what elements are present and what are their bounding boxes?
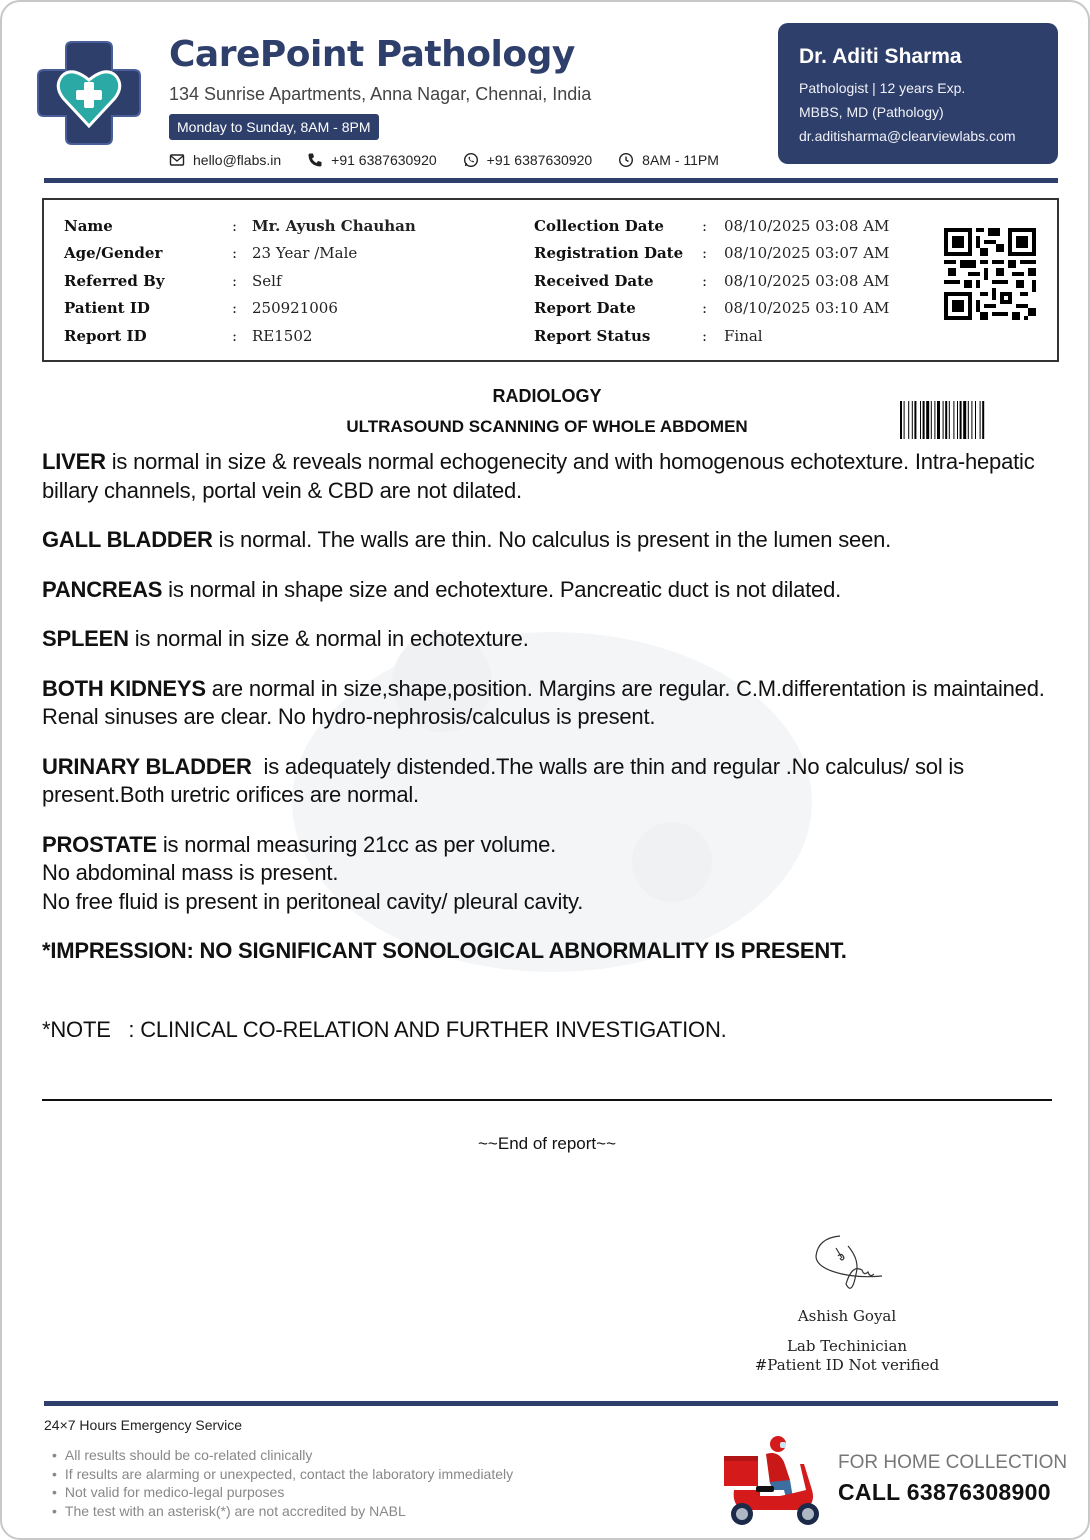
barcode-bar xyxy=(900,401,902,439)
organ-name: LIVER xyxy=(42,449,106,474)
row-report-date xyxy=(534,295,889,323)
patient-row-report-id xyxy=(64,322,416,350)
disclaimer-item: • Not valid for medico-legal purposes xyxy=(52,1483,513,1502)
patient-age-gender: 23 Year /Male xyxy=(252,244,358,263)
row-received-date xyxy=(534,267,889,295)
barcode-bar xyxy=(912,401,913,439)
patient-row-patient-id xyxy=(64,295,416,323)
field-label: Referred By xyxy=(64,271,165,290)
finding-spleen xyxy=(42,625,1062,654)
organ-name: SPLEEN xyxy=(42,626,129,651)
impression: *IMPRESSION: NO SIGNIFICANT SONOLOGICAL ABNORMALITY IS PRESENT. xyxy=(42,938,847,963)
field-label: Collection Date xyxy=(534,216,664,235)
contact-phone-text: +91 6387630920 xyxy=(331,152,437,168)
barcode-bar xyxy=(945,401,947,439)
field-colon: : xyxy=(232,326,238,345)
patient-id: 250921006 xyxy=(252,299,338,318)
patient-details-right xyxy=(534,212,889,350)
barcode-bar xyxy=(982,401,984,439)
patient-details-left xyxy=(64,212,416,350)
field-label: Patient ID xyxy=(64,299,150,318)
barcode-bar xyxy=(971,401,972,439)
referred-by: Self xyxy=(252,271,282,290)
report-date: 08/10/2025 03:10 AM xyxy=(724,299,890,318)
clock-icon xyxy=(618,152,634,168)
barcode-bar xyxy=(923,401,925,439)
barcode-bar xyxy=(908,401,909,439)
whatsapp-icon xyxy=(463,152,479,168)
doctor-card xyxy=(778,23,1058,164)
contact-phone[interactable] xyxy=(307,152,437,168)
barcode-bar xyxy=(953,401,954,439)
row-report-status xyxy=(534,322,889,350)
abdominal-mass-line: No abdominal mass is present. xyxy=(42,860,339,885)
lab-address: 134 Sunrise Apartments, Anna Nagar, Chennai, India xyxy=(169,84,592,104)
department-title: RADIOLOGY xyxy=(492,386,602,406)
barcode-bar xyxy=(931,401,932,439)
contact-whatsapp-text: +91 6387630920 xyxy=(486,152,593,168)
field-colon: : xyxy=(232,299,238,318)
row-registration-date xyxy=(534,240,889,268)
field-colon: : xyxy=(702,271,708,290)
barcode-icon xyxy=(900,401,1046,439)
verification-note: #Patient ID Not verified xyxy=(754,1356,940,1374)
doctor-degree: MBBS, MD (Pathology) xyxy=(799,104,944,120)
barcode-bar xyxy=(904,401,905,439)
contact-hours xyxy=(618,152,719,168)
barcode-bar xyxy=(920,401,921,439)
report-id: RE1502 xyxy=(252,326,313,345)
finding-text: is normal in shape size and echotexture. Pancreatic duct is not dilated. xyxy=(162,576,842,602)
barcode-bar xyxy=(980,401,981,439)
finding-text: are normal in size,shape,position. Margins are regular. C.M.differentation is maintained. Renal sinuses are clear. No hydro-nephrosis/calculus is present. xyxy=(42,675,1045,729)
patient-row-name xyxy=(64,212,416,240)
barcode-bar xyxy=(957,401,958,439)
signature-image xyxy=(812,1234,884,1300)
finding-liver xyxy=(42,448,1062,505)
field-colon: : xyxy=(232,244,238,263)
contact-whatsapp[interactable] xyxy=(463,152,593,168)
collection-date: 08/10/2025 03:08 AM xyxy=(724,216,890,235)
registration-date: 08/10/2025 03:07 AM xyxy=(724,244,890,263)
contact-hours-text: 8AM - 11PM xyxy=(642,152,719,168)
field-label: Report Date xyxy=(534,299,636,318)
barcode-bar xyxy=(960,401,962,439)
barcode-bar xyxy=(963,401,966,439)
field-label: Age/Gender xyxy=(64,244,163,263)
barcode-bar xyxy=(934,401,935,439)
barcode-bar xyxy=(975,401,976,439)
mail-icon xyxy=(169,152,185,168)
finding-text: is normal measuring 21cc as per volume. xyxy=(156,831,557,857)
end-divider xyxy=(42,1099,1052,1101)
doctor-title: Pathologist | 12 years Exp. xyxy=(799,80,966,96)
barcode-bar xyxy=(926,401,929,439)
field-label: Report Status xyxy=(534,326,651,345)
finding-gall-bladder xyxy=(42,526,1062,555)
barcode-bar xyxy=(937,401,940,439)
organ-name: BOTH KIDNEYS xyxy=(42,675,206,701)
signatory-role: Lab Techinician xyxy=(786,1337,908,1355)
finding-urinary-bladder xyxy=(42,753,1062,810)
free-fluid-line: No free fluid is present in peritoneal cavity/ pleural cavity. xyxy=(42,888,584,914)
doctor-email[interactable]: dr.aditisharma@clearviewlabs.com xyxy=(799,128,1016,144)
working-hours-badge: Monday to Sunday, 8AM - 8PM xyxy=(169,114,379,140)
barcode-bar xyxy=(949,401,950,439)
contact-email[interactable] xyxy=(169,152,281,168)
footer-divider xyxy=(44,1401,1058,1406)
field-label: Registration Date xyxy=(534,244,684,263)
signatory-name: Ashish Goyal xyxy=(797,1307,897,1325)
header-divider xyxy=(44,178,1058,183)
lab-logo-icon xyxy=(36,40,142,146)
finding-text: is adequately distended.The walls are thin and regular .No calculus/ sol is present.Both uretric orifices are normal. xyxy=(42,753,970,807)
received-date: 08/10/2025 03:08 AM xyxy=(724,271,890,290)
finding-prostate xyxy=(42,831,1062,917)
field-colon: : xyxy=(702,216,708,235)
field-label: Name xyxy=(64,216,113,235)
emergency-service: 24×7 Hours Emergency Service xyxy=(44,1417,243,1433)
disclaimer-item: • The test with an asterisk(*) are not accredited by NABL xyxy=(52,1502,513,1521)
disclaimer-list xyxy=(52,1446,513,1520)
organ-name: PROSTATE xyxy=(42,831,157,857)
field-label: Report ID xyxy=(64,326,147,345)
patient-row-referred-by xyxy=(64,267,416,295)
finding-text: is normal. The walls are thin. No calculus is present in the lumen seen. xyxy=(212,527,892,552)
report-status: Final xyxy=(724,326,763,345)
contact-bar xyxy=(169,152,719,168)
phone-icon xyxy=(307,152,323,168)
field-colon: : xyxy=(702,299,708,318)
disclaimer-item: • If results are alarming or unexpected, contact the laboratory immediately xyxy=(52,1465,513,1484)
clinical-note: *NOTE : CLINICAL CO-RELATION AND FURTHER INVESTIGATION. xyxy=(42,1016,727,1042)
organ-name: GALL BLADDER xyxy=(42,527,213,552)
field-colon: : xyxy=(232,271,238,290)
qr-code-icon[interactable] xyxy=(944,228,1036,320)
lab-name: CarePoint Pathology xyxy=(169,34,575,75)
field-label: Received Date xyxy=(534,271,654,290)
home-collection-phone[interactable]: CALL 63876308900 xyxy=(838,1479,1051,1505)
patient-row-age-gender xyxy=(64,240,416,268)
finding-text: is normal in size & normal in echotexture. xyxy=(128,626,529,651)
barcode-bar xyxy=(914,401,916,439)
field-colon: : xyxy=(702,244,708,263)
end-of-report: ~~End of report~~ xyxy=(478,1134,616,1153)
disclaimer-item: • All results should be co-related clinically xyxy=(52,1446,513,1465)
doctor-name: Dr. Aditi Sharma xyxy=(799,45,962,68)
organ-name: PANCREAS xyxy=(42,576,163,602)
barcode-bar xyxy=(968,401,969,439)
row-collection-date xyxy=(534,212,889,240)
finding-kidneys xyxy=(42,675,1062,732)
delivery-scooter-icon xyxy=(720,1434,825,1528)
field-colon: : xyxy=(232,216,238,235)
patient-info-box xyxy=(42,198,1059,362)
home-collection-label: FOR HOME COLLECTION xyxy=(838,1452,1068,1473)
finding-pancreas xyxy=(42,576,1062,605)
contact-email-text: hello@flabs.in xyxy=(193,152,282,168)
organ-name: URINARY BLADDER xyxy=(42,753,252,779)
findings-section xyxy=(42,448,1062,1044)
test-name: ULTRASOUND SCANNING OF WHOLE ABDOMEN xyxy=(346,417,748,436)
patient-name: Mr. Ayush Chauhan xyxy=(252,216,416,235)
field-colon: : xyxy=(702,326,708,345)
finding-text: is normal in size & reveals normal echogenecity and with homogenous echotexture. Intra-hepatic billary channels, portal vein & CBD are not dilated. xyxy=(42,449,1035,503)
barcode-bar xyxy=(943,401,944,439)
